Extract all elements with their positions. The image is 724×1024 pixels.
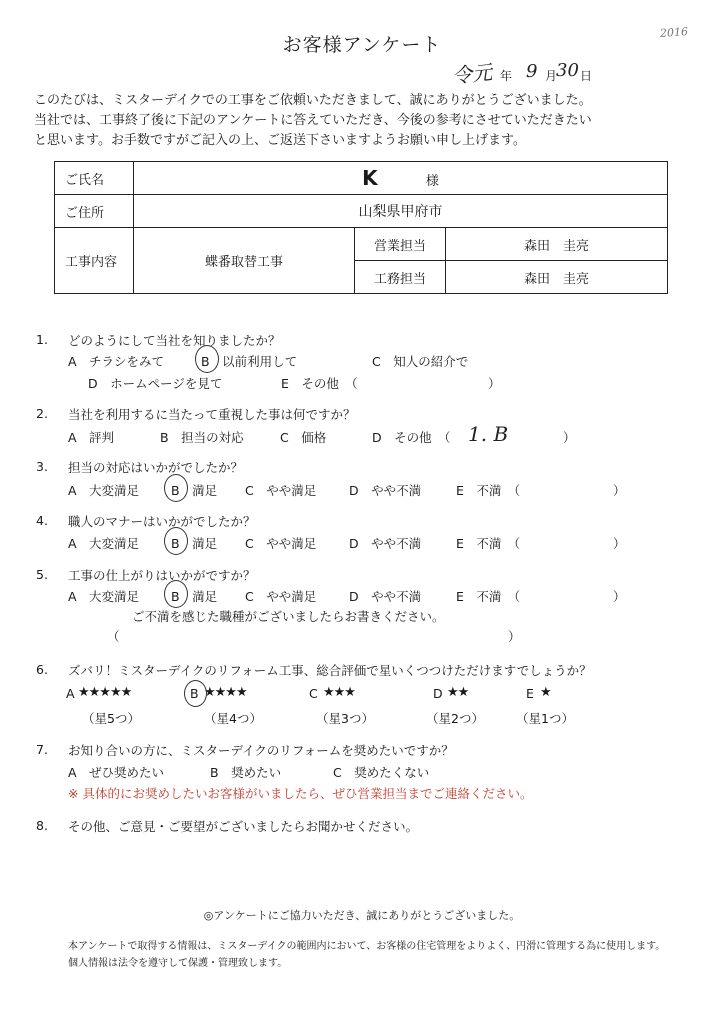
footer-privacy-line: 本アンケートで取得する情報は、ミスターデイクの範囲内において、お客様の住宅管理をよりよく、円滑に管理する為に使用します。 [68, 941, 666, 952]
q2-text: 当社を利用するに当たって重視した事は何ですか？ [68, 407, 356, 422]
q2-option-d[interactable]: D その他 （ [372, 430, 451, 445]
q5-subtext: ご不満を感じた職種がございましたらお書きください。 [132, 609, 445, 624]
q6-option-b-stars: ★★★★ [204, 685, 247, 700]
page-title: お客様アンケート [282, 34, 442, 56]
q2-option-a[interactable]: A 評判 [68, 430, 115, 445]
q4-option-e[interactable]: E 不満 （ [456, 536, 521, 551]
q3-option-a[interactable]: A 大変満足 [68, 483, 140, 498]
q6-option-a-key[interactable]: A [66, 686, 75, 701]
q1-option-c[interactable]: C 知人の紹介で [372, 354, 469, 369]
intro-line: 当社では、工事終了後に下記のアンケートに答えていただき、今後の参考にさせていただきたい [34, 113, 592, 128]
q6-option-a-stars: ★★★★★ [78, 685, 132, 700]
q3-number: 3. [36, 459, 48, 474]
name-label: ご氏名 [55, 162, 134, 195]
name-value: K [362, 166, 378, 190]
q6-number: 6. [36, 662, 48, 677]
q7-option-b[interactable]: B 奨めたい [210, 765, 282, 780]
intro-line: と思います。お手数ですがご記入の上、ご返送下さいますようお願い申し上げます。 [34, 133, 526, 148]
name-cell [134, 162, 668, 195]
q2-option-b[interactable]: B 担当の対応 [160, 430, 244, 445]
q7-number: 7. [36, 742, 48, 757]
q5-number: 5. [36, 567, 48, 582]
q1-selected-circle [195, 345, 219, 373]
q3-selected-circle [164, 474, 188, 502]
q6-text: ズバリ！ミスターデイクのリフォーム工事、総合評価で星いくつつけただけますでしょうか？ [68, 663, 592, 678]
q7-text: お知り合いの方に、ミスターデイクのリフォームを奨めたいですか？ [68, 743, 454, 758]
q8-text: その他、ご意見・ご要望がございましたらお聞かせください。 [68, 819, 419, 834]
name-suffix: 様 [425, 174, 439, 189]
q5-paren-close-2: ） [508, 629, 521, 644]
footer-privacy-line: 個人情報は法令を遵守して保護・管理致します。 [68, 958, 288, 969]
q5-option-a[interactable]: A 大変満足 [68, 589, 140, 604]
intro-text [34, 91, 592, 151]
q1-option-a[interactable]: A チラシをみて [68, 354, 165, 369]
q4-option-a[interactable]: A 大変満足 [68, 536, 140, 551]
q6-option-d-label: （星2つ） [426, 711, 484, 726]
q1-paren-close: ） [488, 376, 501, 391]
customer-info-table [54, 161, 668, 294]
q4-number: 4. [36, 513, 48, 528]
q5-option-b[interactable]: B 満足 [171, 589, 218, 604]
sales-value: 森田 圭亮 [446, 228, 668, 261]
work-label: 工事内容 [55, 228, 134, 294]
q6-option-c-stars: ★★★ [323, 685, 355, 700]
q1-option-e[interactable]: E その他 （ [281, 376, 358, 391]
construction-value: 森田 圭亮 [446, 261, 668, 294]
q4-option-c[interactable]: C やや満足 [245, 536, 317, 551]
sales-label: 営業担当 [355, 228, 446, 261]
date-year-suffix: 年 [500, 69, 513, 83]
q6-option-b-label: （星4つ） [204, 711, 262, 726]
q5-option-d[interactable]: D やや不満 [349, 589, 422, 604]
date-era: 令元 [451, 59, 494, 89]
q5-selected-circle [164, 580, 188, 608]
q2-handwritten-answer: 1. B [468, 422, 509, 446]
q7-note: ※ 具体的にお奨めしたいお客様がいましたら、ぜひ営業担当までご連絡ください。 [68, 786, 533, 801]
q6-option-e-stars: ★ [540, 685, 551, 700]
address-label: ご住所 [55, 195, 134, 228]
q2-number: 2. [36, 406, 48, 421]
q2-paren-close: ） [563, 430, 576, 445]
q3-option-d[interactable]: D やや不満 [349, 483, 422, 498]
q5-text: 工事の仕上がりはいかがですか？ [68, 568, 256, 583]
work-value: 蝶番取替工事 [134, 228, 355, 294]
q3-option-e[interactable]: E 不満 （ [456, 483, 521, 498]
intro-line: このたびは、ミスターデイクでの工事をご依頼いただきまして、誠にありがとうございました。 [34, 93, 592, 108]
address-value: 山梨県甲府市 [134, 195, 668, 228]
q6-option-e-label: （星1つ） [516, 711, 574, 726]
corner-note: 2016 [659, 25, 689, 40]
q1-number: 1. [36, 332, 48, 347]
q6-option-b-key[interactable]: B [190, 686, 199, 701]
footer-privacy [68, 938, 665, 972]
date-day: 30 [556, 60, 579, 81]
q6-option-e-key[interactable]: E [526, 686, 534, 701]
q6-option-d-stars: ★★ [447, 685, 469, 700]
q4-option-b[interactable]: B 満足 [171, 536, 218, 551]
construction-label: 工務担当 [355, 261, 446, 294]
q7-option-c[interactable]: C 奨めたくない [333, 765, 430, 780]
q6-option-c-label: （星3つ） [316, 711, 374, 726]
q5-paren-close: ） [613, 589, 626, 604]
q4-option-d[interactable]: D やや不満 [349, 536, 422, 551]
q3-option-c[interactable]: C やや満足 [245, 483, 317, 498]
date-month-suffix: 月 [545, 69, 558, 83]
q8-number: 8. [36, 818, 48, 833]
q1-option-b[interactable]: B 以前利用して [201, 354, 298, 369]
q4-selected-circle [164, 527, 188, 555]
footer-thanks: ◎アンケートにご協力いただき、誠にありがとうございました。 [203, 909, 521, 922]
q3-option-b[interactable]: B 満足 [171, 483, 218, 498]
q3-text: 担当の対応はいかがでしたか？ [68, 460, 244, 475]
q6-option-a-label: （星5つ） [82, 711, 140, 726]
q3-paren-close: ） [613, 483, 626, 498]
q2-option-c[interactable]: C 価格 [280, 430, 327, 445]
q1-text: どのようにして当社を知りましたか？ [68, 333, 281, 348]
date-month: 9 [526, 61, 538, 82]
date-day-suffix: 日 [580, 69, 593, 83]
q6-option-d-key[interactable]: D [433, 686, 443, 701]
q6-option-c-key[interactable]: C [309, 686, 318, 701]
q5-paren-open: （ [107, 629, 120, 644]
q1-option-d[interactable]: D ホームページを見て [88, 376, 223, 391]
q7-option-a[interactable]: A ぜひ奨めたい [68, 765, 165, 780]
q5-option-e[interactable]: E 不満 （ [456, 589, 521, 604]
q4-paren-close: ） [613, 536, 626, 551]
q5-option-c[interactable]: C やや満足 [245, 589, 317, 604]
q4-text: 職人のマナーはいかがでしたか？ [68, 514, 256, 529]
